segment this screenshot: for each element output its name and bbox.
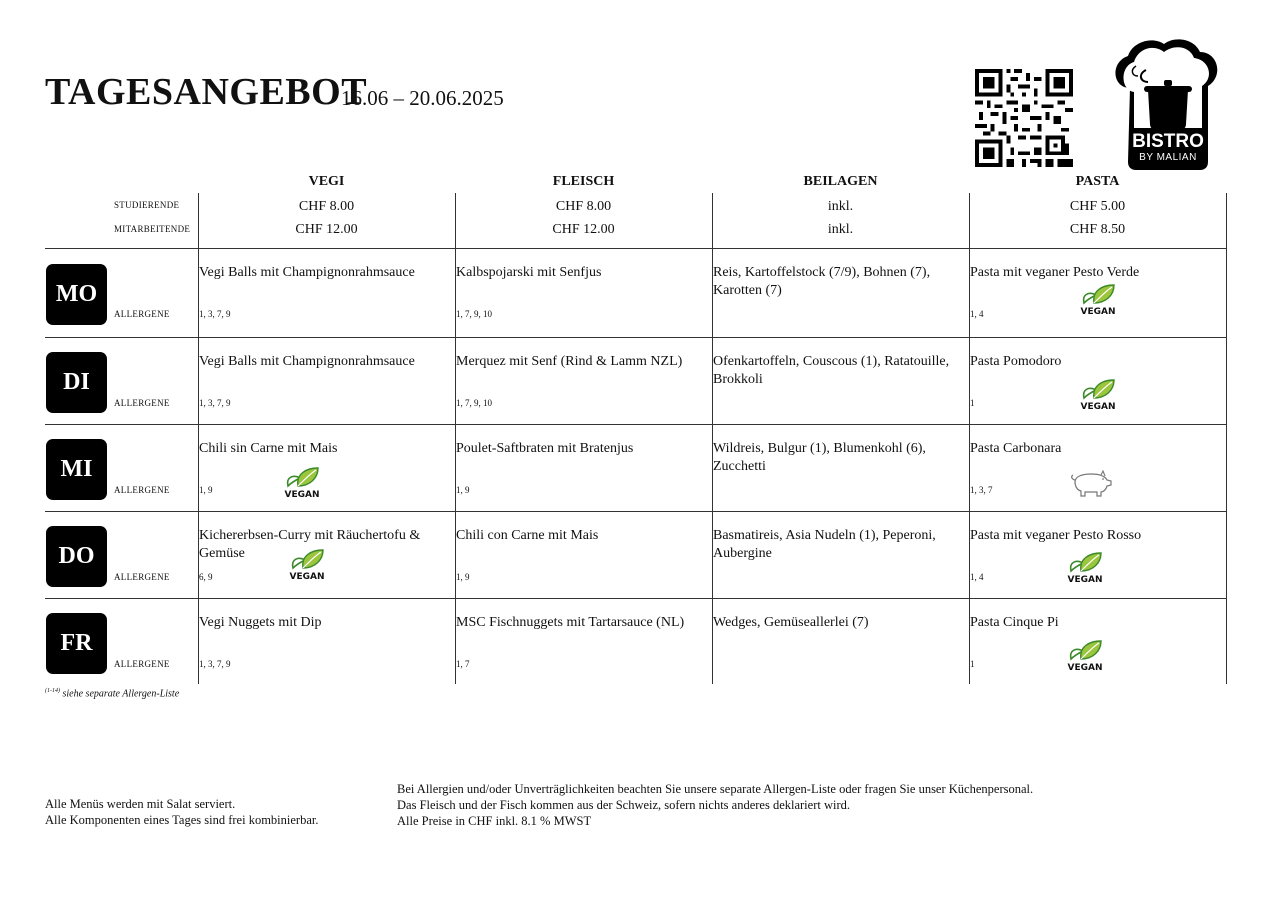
vegan-label: VEGAN: [1067, 663, 1103, 673]
vegan-badge: [287, 548, 327, 584]
dish-mi-fleisch: Poulet-Saftbraten mit Bratenjus: [456, 441, 634, 456]
vegan-leaf-icon: [1065, 551, 1105, 573]
allergens-fr-pasta: 1: [970, 659, 975, 669]
day-badge-mi: MI: [46, 439, 107, 500]
vegan-leaf-icon: [1065, 639, 1105, 661]
dish-di-fleisch: Merquez mit Senf (Rind & Lamm NZL): [456, 354, 683, 369]
price-staff-fleisch: CHF 12.00: [552, 222, 615, 237]
price-staff-vegi: CHF 12.00: [295, 222, 358, 237]
vegan-label: VEGAN: [1080, 307, 1116, 317]
dish-mo-pasta: Pasta mit veganer Pesto Verde: [970, 265, 1140, 280]
vegan-leaf-icon: [1078, 378, 1118, 400]
logo-line1: BISTRO: [1132, 131, 1204, 152]
allergens-do-vegi: 6, 9: [199, 572, 213, 582]
dish-di-pasta: Pasta Pomodoro: [970, 354, 1062, 369]
dish-do-fleisch: Chili con Carne mit Mais: [456, 528, 599, 543]
allergens-mi-vegi: 1, 9: [199, 485, 213, 495]
day-badge-di: DI: [46, 352, 107, 413]
vegan-badge: [1078, 378, 1118, 414]
dish-do-pasta: Pasta mit veganer Pesto Rosso: [970, 528, 1142, 543]
allergen-label: ALLERGENE: [114, 398, 170, 408]
vegan-badge: [282, 466, 322, 502]
allergens-mo-pasta: 1, 4: [970, 309, 984, 319]
vegan-label: VEGAN: [1080, 402, 1116, 412]
footer-left-line2: Alle Komponenten eines Tages sind frei kombinierbar.: [45, 813, 319, 827]
allergens-di-fleisch: 1, 7, 9, 10: [456, 398, 492, 408]
dish-di-beilagen: Ofenkartoffeln, Couscous (1), Ratatouille, Brokkoli: [713, 354, 950, 387]
day-badge-fr: FR: [46, 613, 107, 674]
grid-line: [45, 424, 1227, 425]
dish-fr-pasta: Pasta Cinque Pi: [970, 615, 1059, 630]
vegan-badge: [1065, 551, 1105, 587]
allergen-label: ALLERGENE: [114, 659, 170, 669]
grid-line: [45, 598, 1227, 599]
allergens-di-vegi: 1, 3, 7, 9: [199, 398, 231, 408]
dish-do-vegi: Kichererbsen-Curry mit Räuchertofu & Gemüse: [199, 528, 421, 561]
vegan-badge: [1065, 639, 1105, 675]
allergens-di-pasta: 1: [970, 398, 975, 408]
page-title: TAGESANGEBOT: [45, 71, 368, 113]
allergen-label: ALLERGENE: [114, 309, 170, 319]
allergens-do-pasta: 1, 4: [970, 572, 984, 582]
allergens-mo-vegi: 1, 3, 7, 9: [199, 309, 231, 319]
dish-do-beilagen: Basmatireis, Asia Nudeln (1), Peperoni, Aubergine: [713, 528, 936, 561]
dish-mi-vegi: Chili sin Carne mit Mais: [199, 441, 338, 456]
vegan-leaf-icon: [287, 548, 327, 570]
dish-fr-beilagen: Wedges, Gemüseallerlei (7): [713, 615, 869, 630]
dish-di-vegi: Vegi Balls mit Champignonrahmsauce: [199, 354, 415, 369]
allergen-footnote: [45, 688, 179, 699]
logo-line2: BY MALIAN: [1139, 152, 1197, 163]
vegan-leaf-icon: [282, 466, 322, 488]
vegan-label: VEGAN: [1067, 575, 1103, 585]
footer-right: [397, 781, 1033, 829]
col-header-beilagen: BEILAGEN: [803, 174, 878, 189]
qr-code-icon[interactable]: [975, 69, 1073, 167]
bistro-logo-icon: [1108, 36, 1224, 172]
footer-left-line1: Alle Menüs werden mit Salat serviert.: [45, 797, 236, 811]
price-students-fleisch: CHF 8.00: [555, 199, 612, 214]
dish-fr-fleisch: MSC Fischnuggets mit Tartarsauce (NL): [456, 615, 685, 630]
vegan-label: VEGAN: [289, 572, 325, 582]
dish-fr-vegi: Vegi Nuggets mit Dip: [199, 615, 322, 630]
dish-mo-beilagen: Reis, Kartoffelstock (7/9), Bohnen (7), Karotten (7): [713, 265, 931, 298]
price-students-pasta: CHF 5.00: [1069, 199, 1126, 214]
dish-mo-vegi: Vegi Balls mit Champignonrahmsauce: [199, 265, 415, 280]
dish-mo-fleisch: Kalbspojarski mit Senfjus: [456, 265, 602, 280]
allergen-label: ALLERGENE: [114, 485, 170, 495]
grid-line: [45, 248, 1227, 249]
footer-left: [45, 796, 318, 828]
vegan-label: VEGAN: [284, 490, 320, 500]
grid-line: [45, 337, 1227, 338]
pig-icon: [1069, 470, 1113, 498]
footnote-text: siehe separate Allergen-Liste: [62, 688, 180, 700]
grid-line: [1226, 193, 1227, 684]
col-header-vegi: VEGI: [308, 174, 345, 189]
vegan-badge: [1078, 283, 1118, 319]
price-students-beilagen: inkl.: [827, 199, 854, 214]
price-staff-pasta: CHF 8.50: [1069, 222, 1126, 237]
grid-line: [45, 511, 1227, 512]
allergens-fr-vegi: 1, 3, 7, 9: [199, 659, 231, 669]
price-students-vegi: CHF 8.00: [298, 199, 355, 214]
allergens-mi-fleisch: 1, 9: [456, 485, 470, 495]
allergens-mo-fleisch: 1, 7, 9, 10: [456, 309, 492, 319]
allergens-fr-fleisch: 1, 7: [456, 659, 470, 669]
allergens-mi-pasta: 1, 3, 7: [970, 485, 993, 495]
col-header-fleisch: FLEISCH: [552, 174, 615, 189]
dish-mi-beilagen: Wildreis, Bulgur (1), Blumenkohl (6), Zucchetti: [713, 441, 926, 474]
price-staff-beilagen: inkl.: [827, 222, 854, 237]
footer-right-line2: Das Fleisch und der Fisch kommen aus der Schweiz, sofern nichts anderes deklariert wird.: [397, 798, 851, 812]
day-badge-mo: MO: [46, 264, 107, 325]
price-label-staff: MITARBEITENDE: [114, 224, 191, 234]
date-range: 16.06 – 20.06.2025: [341, 86, 504, 110]
dish-mi-pasta: Pasta Carbonara: [970, 441, 1062, 456]
footnote-range: (1-14): [45, 688, 60, 694]
day-badge-do: DO: [46, 526, 107, 587]
allergen-label: ALLERGENE: [114, 572, 170, 582]
col-header-pasta: PASTA: [1075, 174, 1120, 189]
vegan-leaf-icon: [1078, 283, 1118, 305]
footer-right-line1: Bei Allergien und/oder Unverträglichkeiten beachten Sie unsere separate Allergen-Liste oder fragen Sie unser Küchenpersonal.: [397, 782, 1034, 796]
allergens-do-fleisch: 1, 9: [456, 572, 470, 582]
price-label-students: STUDIERENDE: [114, 200, 180, 210]
footer-right-line3: Alle Preise in CHF inkl. 8.1 % MWST: [397, 814, 592, 828]
